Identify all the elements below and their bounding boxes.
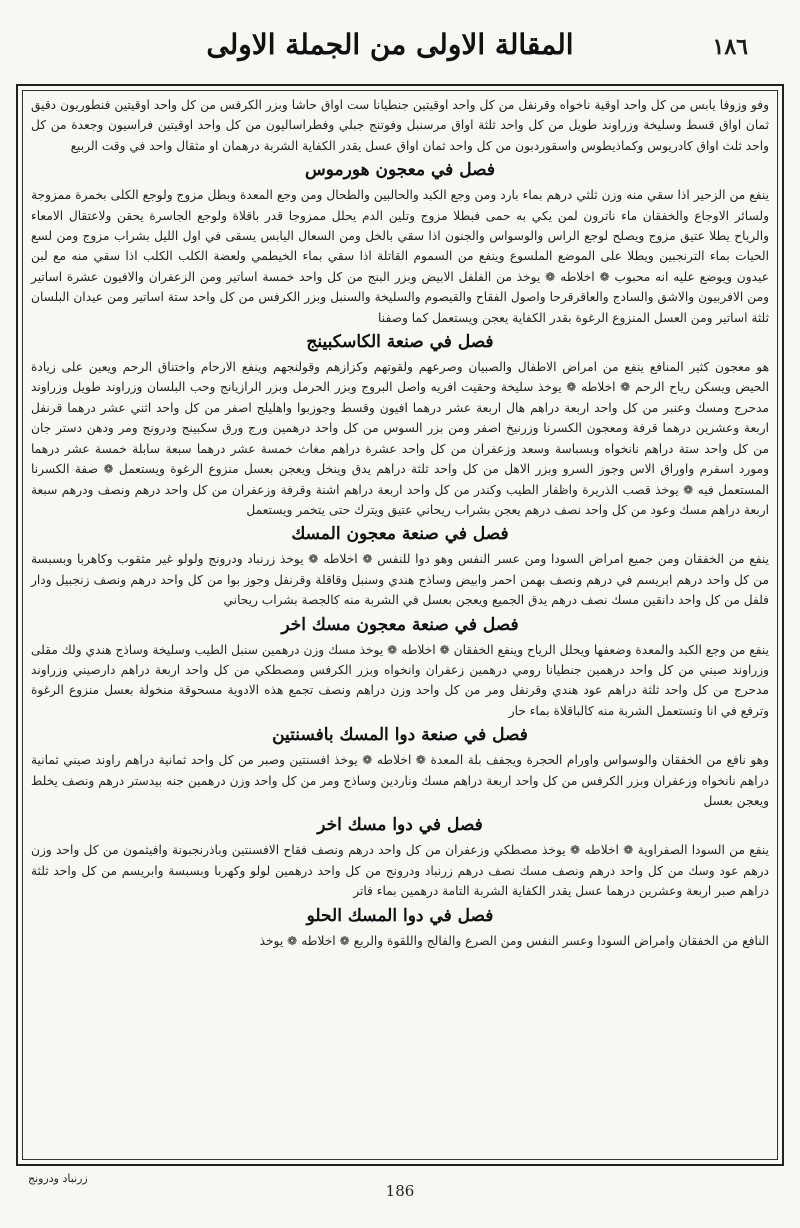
section-body: هو معجون كثير المنافع ينفع من امراض الاطفال والصبيان وصرعهم ولقوتهم وكزازهم وقولنجهم وينفع الارحام واختناق الرحم ويعين على زيادة الحيض ويسكن رياح الرحم ❁ اخلاطه ❁ يوخذ سليخة وحقيت افريه واصل البروج وبزر الحرمل وبزر الرازيانج وحب البلسان وزراوند طويل وزراوند مدحرج ومسك وعنبر من كل واحد اربعة دراهم هال اربعة عشر درهما افيون وقسط وجوزبوا واهليلج اصفر من كل واحد اثني عشر درهما قرنفل اربعة وعشرين درهما قرفة ومعجون الكسرنا وزرنيخ اصفر ومن بزر السوس من كل واحد درهمين ورج ورق سكبينج ودرونج ومر ودهن دستر جان من كل واحد ستة دراهم نانخواه وبسباسة وسعد وزعفران من كل واحد عشرة دراهم مغاث خمسة عشر درهما سبعة سابلة خمسة عشر درهما ومورد اسفرم واوراق الاس وجوز السرو وبزر الاهل من كل واحد ثلثة دراهم يدق وينخل ويعجن بعسل منزوع الرغوة ويستعمل ❁ صفة الكسرنا المستعمل فيه ❁ يوخذ قصب الذريرة واظفار الطيب وكندر من كل واحد اربعة دراهم اشنة وقرفة وزعفران من كل واحد درهم ونصف ودرهم سبعة اربعة دراهم مسك وعود من كل واحد نصف درهم يعجن بشراب ريحاني عتيق ويترك حتى يتخمر ويستعمل [31, 360, 769, 517]
section-kaskabinj [31, 330, 769, 520]
section-heading: فصل في معجون هورموس [305, 160, 495, 181]
text-frame-inner [22, 90, 778, 1160]
section-body: ينفع من الزحير اذا سقي منه وزن ثلثي درهم بماء بارد ومن وجع الكبد والحالبين والطحال ومن وجع المعدة وبطل مزوج ولوجع الكلى بخمرة ممزوجة ولسائر الاوجاع والخفقان ماء ناترون لمن يكي به حمى فبطلا مزوج وتلين الدم يحلل ممزوجا قدر باقلاة ولوجع الجاسرة يحقن ولاعتقال الامعاء والرياح يطلا عتيق مزوج ويصلح لوجع الراس والوسواس والجنون اذا سقي بالخل ومن السعال اليابس يسقى في اول الليل بشراب مزوج ومن لسع الحيات بماء الترنجبين ويطلا على الموضع الملسوع وينفع من السموم القاتلة اذا سقي بماء الخيطمي ولعضة الكلب الكلب اذا سقي منه مع لبن عيدون ويوضع عليه انه محبوب ❁ اخلاطه ❁ يوخذ من الفلفل الابيض وبزر البنج من كل واحد خمسة اساتير ومن الزعفران والافيون عشرة اساتير ومن الافربيون والاشق والسادج والعاقرقرحا واصول الفقاح والقيصوم والسليخة والسنبل وبزر الكرفس من كل واحد ستة اساتير ومن عيدان البلسان ثلثة اساتير ومن العسل المنزوع الرغوة بقدر الكفاية يعجن ويستعمل كما وصفنا [31, 188, 769, 325]
section-musk-electuary-other [31, 613, 769, 722]
section-musk-electuary [31, 522, 769, 610]
section-body: النافع من الخفقان وامراض السودا وعسر النفس ومن الصرع والفالج واللقوة والربع ❁ اخلاطه ❁ يوخذ [259, 933, 769, 948]
section-sweet-musk [31, 904, 769, 951]
section-body: ينفع من وجع الكبد والمعدة وضعفها ويحلل الرياح وينفع الخفقان ❁ اخلاطه ❁ يوخذ مسك وزن درهمين سنبل الطيب وسليخة وساذج هندي ولك مقلى وزراوند صيني من كل واحد درهمين جنطيانا رومي درهمين زعفران وانخواه وبزر الكرفس ومصطكي من كل واحد اربعة دراهم دارصيني وزراوند مدحرج من كل واحد ثلثة دراهم عود هندي وقرنفل ومر من كل واحد وزن دراهم ونصف تجمع هذه الادوية مسحوقة منخولة بعسل منزوع الرغوة وترفع في انا وتستعمل الشربة منه كالباقلاة بماء حار [31, 642, 769, 718]
running-title: المقالة الاولى من الجملة الاولى [206, 28, 574, 61]
folio-number-top: ١٨٦ [712, 34, 748, 60]
section-musk-absinthe [31, 723, 769, 811]
running-head [0, 18, 800, 78]
section-heading: فصل في دوا مسك اخر [317, 815, 483, 836]
page-number-bottom: 186 [385, 1182, 415, 1200]
section-body: ينفع من الخفقان ومن جميع امراض السودا ومن عسر النفس وهو دوا للنفس ❁ اخلاطه ❁ يوخذ زرنباد ودرونج ولولو غير مثقوب وكاهربا وبسبسة من كل واحد درهم ابريسم في درهم ونصف بهمن احمر وابيض وساذج هندي وسنبل وقاقلة وقرنفل وجوز بوا من كل واحد درهم ونصف زنجبيل ودار فلفل من كل واحد دانقين مسك نصف درهم يدق الجميع ويعجن بعسل في الشربة منه كالجصة بشراب ريحاني [31, 552, 769, 608]
section-heading: فصل في صنعة دوا المسك بافسنتين [272, 725, 528, 746]
section-musk-other [31, 813, 769, 901]
section-body: وهو نافع من الخفقان والوسواس واورام الحجرة ويجفف بلة المعدة ❁ اخلاطه ❁ يوخذ افسنتين وصبر من كل واحد ثمانية دراهم راوند صيني ثمانية دراهم نانخواه وزعفران وبزر الكرفس من كل واحد اربعة دراهم مسك وناردين وساذج ومر من كل واحد وزن درهمين جنه بيدستر درهم ونصف يخلط ويعجن بعسل [31, 753, 769, 808]
section-heading: فصل في صنعة معجون مسك اخر [281, 614, 519, 635]
section-heading: فصل في دوا المسك الحلو [306, 905, 494, 926]
intro-paragraph: وفو وزوفا يابس من كل واحد اوقية ناخواه وقرنفل من كل واحد اوقيتين جنطيانا ست اواق حاشا وبزر الكرفس من كل واحد اوقيتين فنطوريون دقيق ثمان اواق قسط وسليخة وزراوند طويل من كل واحد ثلثة اواق مرسنبل وفوتنج جبلي وفطراساليون من كل واحد اوقيتين فراسيون وجعدة من كل واحد ثلث اواق كادريوس وكماذيطوس واسقوردبون من كل واحد ثمان اواق عسل يقدر الكفاية الشربة درهمان او مثقال واحد في وقت الربيع [31, 98, 769, 153]
section-hormos [31, 158, 769, 328]
section-heading: فصل في صنعة الكاسكبينج [306, 332, 494, 353]
section-body: ينفع من السودا الصفراوية ❁ اخلاطه ❁ يوخذ مصطكي وزعفران من كل واحد درهم ونصف فقاح الافسنتين وباذرنجبونة وافيثمون من كل واحد وزن درهم عود وسك من كل واحد درهم ونصف مسك نصف درهم زرنباد ودرونج من كل واحد درهمين لولو وكهربا وبسبسة وابريسم من كل واحد ثلثة دراهم صبر اربعة وعشرين درهما عسل يقدر الكفاية الشربة التامة درهمين بماء فاتر [31, 843, 769, 899]
text-frame [16, 84, 784, 1166]
catchword: زرنباد ودرونج [28, 1172, 88, 1185]
section-heading: فصل في صنعة معجون المسك [291, 524, 509, 545]
page-body [23, 91, 777, 951]
